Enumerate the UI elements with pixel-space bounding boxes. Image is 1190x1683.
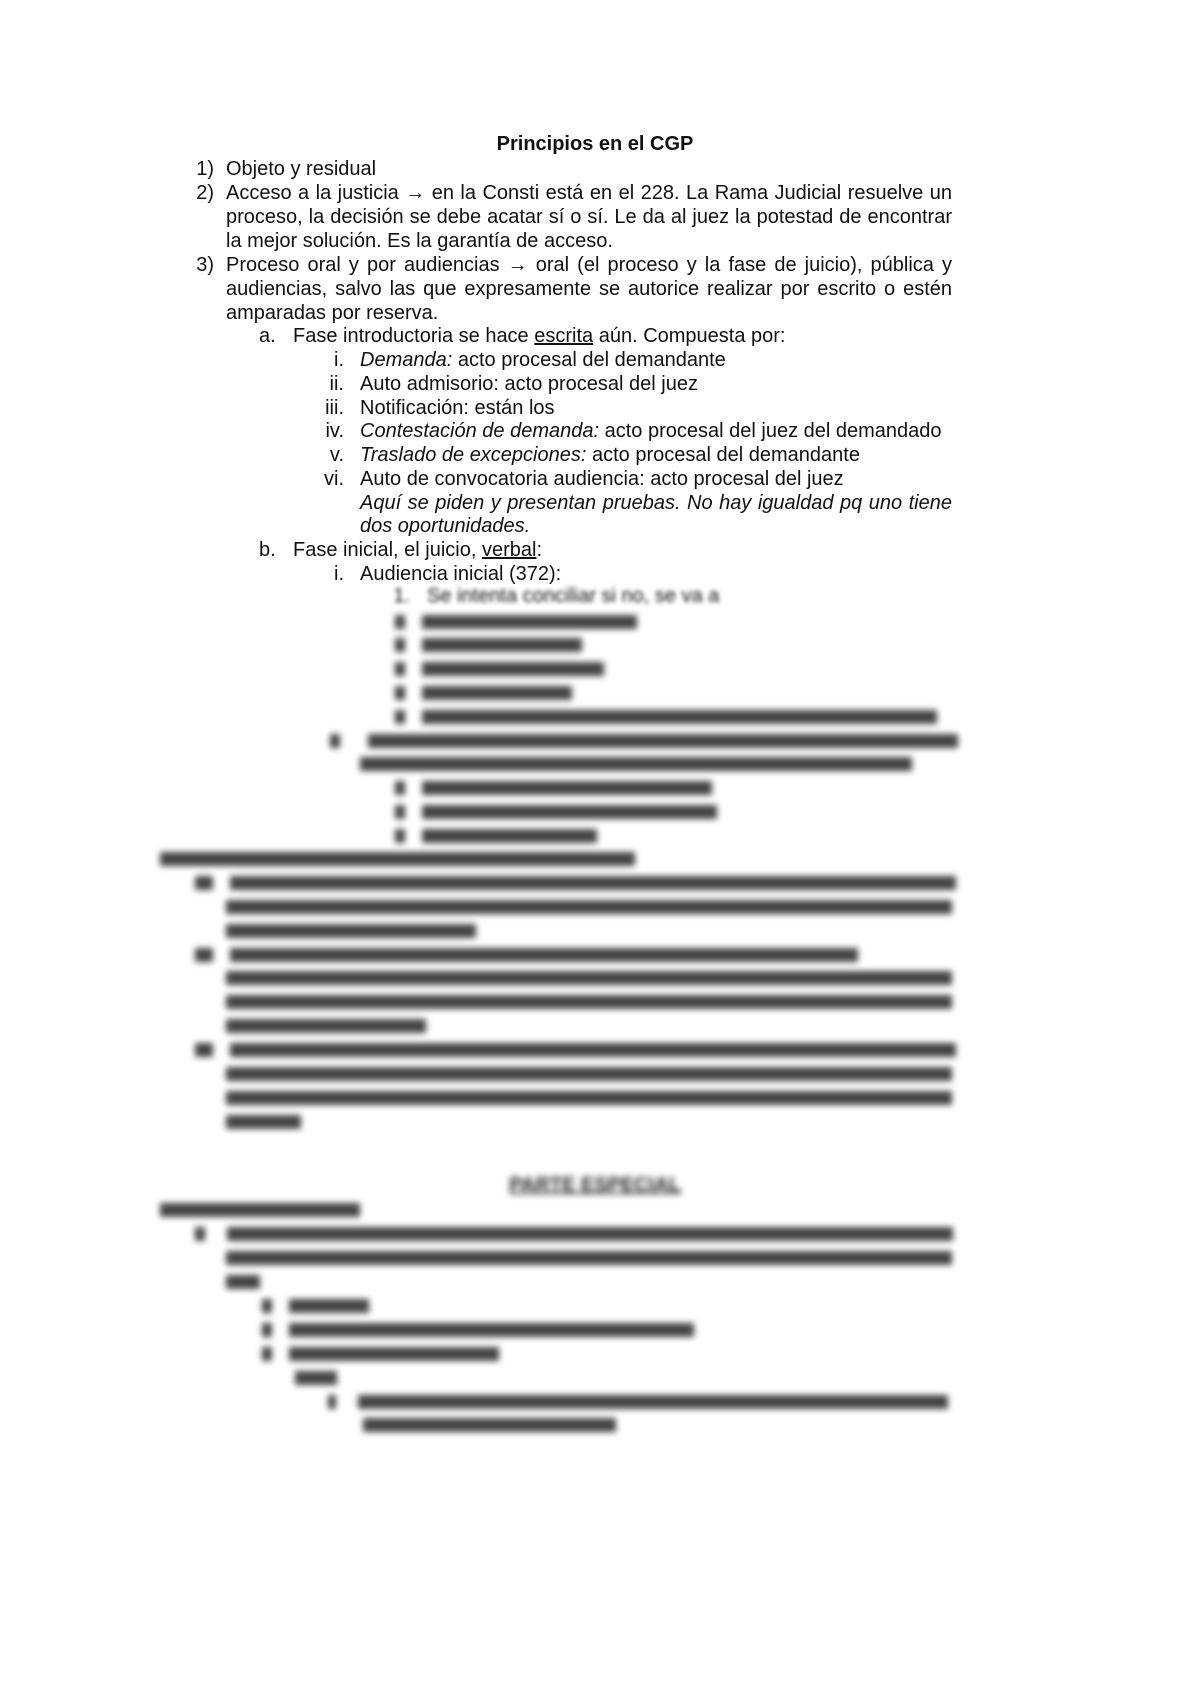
step-text: Se intenta conciliar si no, se va a <box>427 585 720 607</box>
step-number: 1. <box>393 585 410 607</box>
item-text-line: la mejor solución. Es la garantía de acceso. <box>226 230 613 252</box>
item-number: 1) <box>196 158 214 180</box>
item-text: Objeto y residual <box>226 158 377 180</box>
subitem-number: iv. <box>325 420 344 442</box>
phase-letter: a. <box>259 325 276 347</box>
subitem-rest: Auto admisorio: acto procesal del juez <box>360 373 698 395</box>
subitem-rest: acto procesal del demandante <box>586 444 860 466</box>
subitem-number: iii. <box>325 397 344 419</box>
subitem-rest: acto procesal del demandante <box>452 349 726 371</box>
item-number: 3) <box>196 254 214 276</box>
item-text-line: amparadas por reserva. <box>226 302 439 324</box>
subitem-number: v. <box>329 444 344 466</box>
item-text-line: audiencias, salvo las que expresamente se autorice realizar por escrito o estén <box>226 278 952 300</box>
section-heading: PARTE ESPECIAL <box>509 1174 681 1196</box>
subitem-number: ii. <box>329 373 344 395</box>
phase-letter: b. <box>259 539 276 561</box>
subitem-number: vi. <box>324 468 344 490</box>
phase-a-pre: Fase introductoria se hace <box>293 325 535 347</box>
subitem-text <box>360 371 698 397</box>
subitem-italic: Traslado de excepciones: <box>360 444 587 466</box>
subitem-italic: Contestación de demanda: <box>360 420 600 442</box>
phase-b-post: : <box>536 539 543 561</box>
subitem-number: i. <box>334 349 344 371</box>
subitem-italic: Demanda: <box>360 349 453 371</box>
item-text-line: Acceso a la justicia → en la Consti está en el 228. La Rama Judicial resuelve un <box>226 182 952 204</box>
item-number: 2) <box>196 182 214 204</box>
phase-b-underlined: verbal <box>481 539 537 561</box>
note-line: Aquí se piden y presentan pruebas. No hay igualdad pq uno tiene <box>360 492 952 514</box>
subitem-rest: Auto de convocatoria audiencia: acto procesal del juez <box>360 468 844 490</box>
phase-a-heading <box>293 323 786 349</box>
item-text-line: proceso, la decisión se debe acatar sí o sí. Le da al juez la potestad de encontrar <box>226 206 952 228</box>
subitem-text <box>360 466 844 492</box>
subitem-rest: Notificación: están los <box>360 397 555 419</box>
subitem-text: Audiencia inicial (372): <box>360 563 562 585</box>
phase-a-post: aún. Compuesta por: <box>593 325 786 347</box>
subitem-rest: acto procesal del juez del demandado <box>599 420 942 442</box>
note-line: dos oportunidades. <box>360 515 531 537</box>
phase-b-heading <box>293 537 542 563</box>
document-title: Principios en el CGP <box>496 133 694 155</box>
subitem-text <box>360 347 726 373</box>
phase-a-underlined: escrita <box>534 325 594 347</box>
subitem-number: i. <box>334 563 344 585</box>
subitem-text <box>360 418 942 444</box>
item-text-line: Proceso oral y por audiencias → oral (el proceso y la fase de juicio), pública y <box>226 254 952 276</box>
phase-b-pre: Fase inicial, el juicio, <box>293 539 482 561</box>
subitem-text <box>360 442 860 468</box>
